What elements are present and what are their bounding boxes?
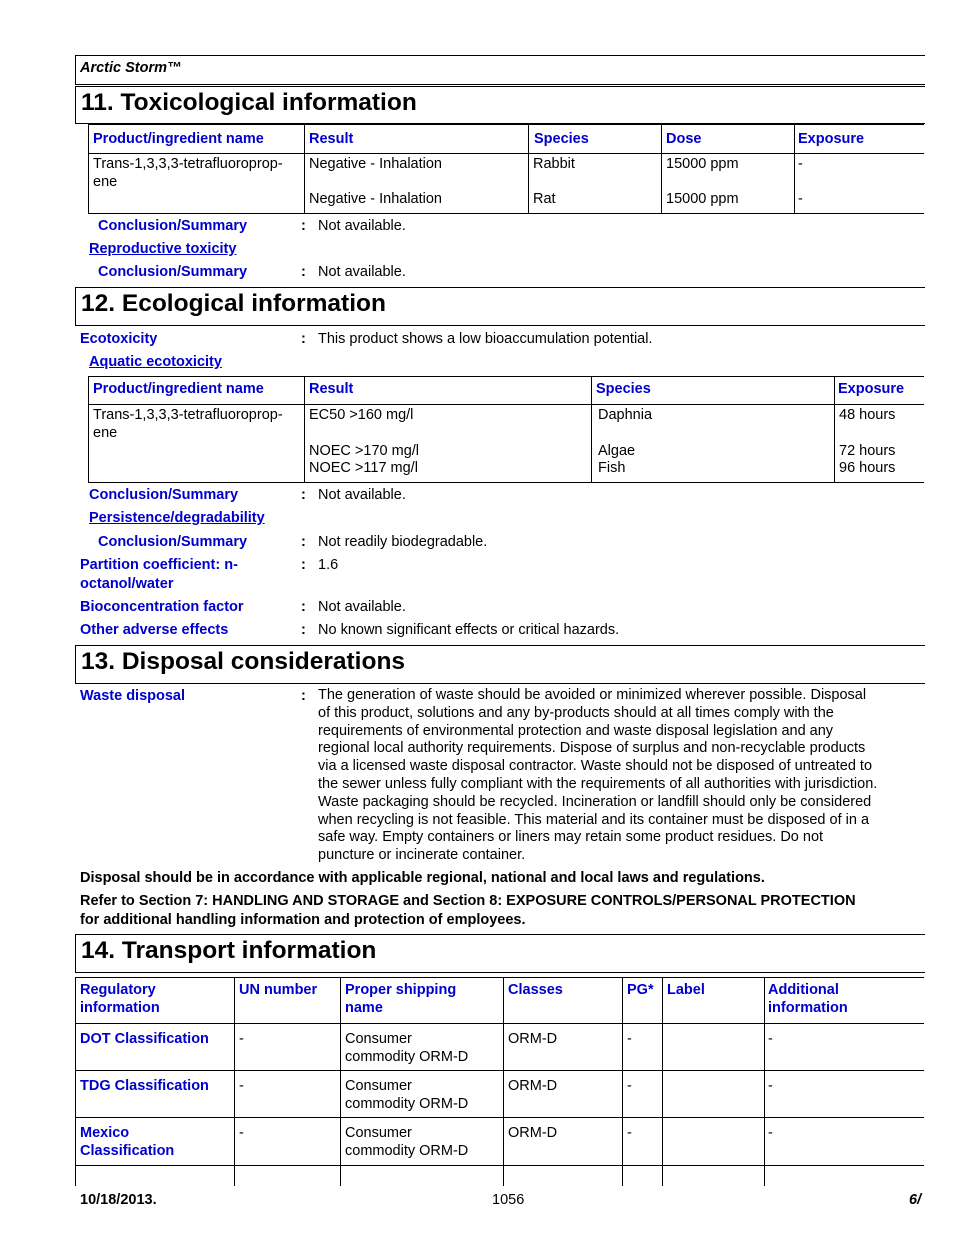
tox-header-product: Product/ingredient name — [93, 131, 264, 147]
persistence-degradability-link[interactable]: Persistence/degradability — [89, 510, 265, 526]
ecotoxicity-label: Ecotoxicity — [80, 331, 158, 347]
waste-line: when recycling is not feasible. This material and its container must be disposed of in a — [318, 811, 870, 828]
partition-coefficient-label-line1: Partition coefficient: n- — [80, 557, 238, 573]
document-header-box — [75, 55, 925, 85]
bioconcentration-label: Bioconcentration factor — [80, 599, 244, 615]
transport-row-tdg-un: - — [239, 1078, 244, 1094]
waste-line: the sewer unless fully compliant with the requirements of all authorities with jurisdiction. — [318, 775, 878, 792]
transport-header-un: UN number — [239, 982, 318, 998]
transport-row-dot-class: ORM-D — [508, 1031, 558, 1047]
s11-conclusion-label-1: Conclusion/Summary — [98, 218, 248, 234]
section-13-title: 13. Disposal considerations — [81, 648, 406, 675]
waste-line: safe way. Empty containers or liners may retain some product residues. Do not — [318, 829, 824, 846]
s12-conclusion-label-1: Conclusion/Summary — [89, 487, 239, 503]
colon: : — [301, 622, 306, 638]
eco-species-1: Daphnia — [598, 407, 653, 423]
eco-species-2: Algae — [598, 443, 636, 459]
waste-disposal-text — [318, 687, 923, 865]
tox-dose-2: 15000 ppm — [666, 191, 739, 207]
other-adverse-effects-value: No known significant effects or critical hazards. — [318, 622, 620, 638]
section-11-title: 11. Toxicological information — [81, 89, 417, 116]
s12-conclusion-label-2: Conclusion/Summary — [98, 534, 248, 550]
eco-product-name: Trans-1,3,3,3-tetrafluoroprop-ene — [93, 407, 283, 441]
transport-row-tdg-class: ORM-D — [508, 1078, 558, 1094]
waste-line: requirements of environmental protection and waste disposal legislation and any — [318, 722, 834, 739]
tox-exposure-1: - — [798, 156, 803, 172]
tox-result-2: Negative - Inhalation — [309, 191, 442, 207]
transport-header-shipping-name: Proper shipping name — [345, 982, 457, 1016]
transport-row-mexico-class: ORM-D — [508, 1125, 558, 1141]
tox-dose-1: 15000 ppm — [666, 156, 739, 172]
waste-line: of this product, solutions and any by-products should at all times comply with the — [318, 704, 834, 721]
transport-row-dot-additional: - — [768, 1031, 773, 1047]
transport-row-mexico-reg: Mexico Classification — [80, 1125, 175, 1159]
transport-header-additional: Additional information — [768, 982, 848, 1016]
waste-line: puncture or incinerate container. — [318, 847, 526, 864]
tox-product-name: Trans-1,3,3,3-tetrafluoroprop-ene — [93, 156, 283, 190]
footer-date: 10/18/2013. — [80, 1192, 157, 1208]
section-14-header — [75, 934, 925, 973]
transport-header-label: Label — [667, 982, 705, 998]
colon: : — [301, 218, 306, 234]
section-12-header — [75, 287, 925, 326]
reproductive-toxicity-link[interactable]: Reproductive toxicity — [89, 241, 237, 257]
footer-number: 1056 — [492, 1192, 525, 1208]
waste-line: regional local authority requirements. Dispose of surplus and non-recyclable products — [318, 740, 866, 757]
refer-note-line1: Refer to Section 7: HANDLING AND STORAGE and Section 8: EXPOSURE CONTROLS/PERSONAL PROTECTION — [80, 893, 856, 909]
aquatic-ecotoxicity-link[interactable]: Aquatic ecotoxicity — [89, 354, 222, 370]
eco-header-species: Species — [596, 381, 651, 397]
tox-result-1: Negative - Inhalation — [309, 156, 442, 172]
tox-species-1: Rabbit — [533, 156, 575, 172]
partition-coefficient-label-line2: octanol/water — [80, 576, 174, 592]
partition-coefficient-value: 1.6 — [318, 557, 339, 573]
transport-row-tdg-pg: - — [627, 1078, 632, 1094]
transport-row-tdg-reg: TDG Classification — [80, 1078, 209, 1094]
other-adverse-effects-label: Other adverse effects — [80, 622, 229, 638]
s11-conclusion-label-2: Conclusion/Summary — [98, 264, 248, 280]
disposal-note: Disposal should be in accordance with applicable regional, national and local laws and regulations. — [80, 870, 765, 886]
transport-row-mexico-name: Consumer commodity ORM-D — [345, 1125, 469, 1159]
transport-row-dot-reg: DOT Classification — [80, 1031, 209, 1047]
transport-row-mexico-pg: - — [627, 1125, 632, 1141]
eco-exposure-2: 72 hours — [839, 443, 896, 459]
eco-result-2: NOEC >170 mg/l — [309, 443, 420, 459]
transport-header-regulatory: Regulatory information — [80, 982, 160, 1016]
waste-line: Waste packaging should be recycled. Incineration or landfill should only be considered — [318, 793, 872, 810]
eco-exposure-3: 96 hours — [839, 460, 896, 476]
waste-line: The generation of waste should be avoided or minimized wherever possible. Disposal — [318, 687, 867, 703]
s11-conclusion-value-2: Not available. — [318, 264, 406, 280]
footer-page: 6/ — [909, 1192, 922, 1208]
section-11-header — [75, 86, 925, 124]
transport-header-pg: PG* — [627, 982, 654, 998]
product-name: Arctic Storm™ — [80, 60, 182, 76]
transport-row-tdg-name: Consumer commodity ORM-D — [345, 1078, 469, 1112]
section-12-title: 12. Ecological information — [81, 290, 386, 317]
eco-header-product: Product/ingredient name — [93, 381, 264, 397]
transport-header-classes: Classes — [508, 982, 563, 998]
waste-disposal-label: Waste disposal — [80, 688, 186, 704]
transport-row-dot-un: - — [239, 1031, 244, 1047]
transport-row-mexico-un: - — [239, 1125, 244, 1141]
section-13-header — [75, 645, 925, 684]
refer-note-line2: for additional handling information and protection of employees. — [80, 912, 526, 928]
transport-row-dot-name: Consumer commodity ORM-D — [345, 1031, 469, 1065]
bioconcentration-value: Not available. — [318, 599, 406, 615]
s12-conclusion-value-1: Not available. — [318, 487, 406, 503]
section-14-title: 14. Transport information — [81, 937, 377, 964]
tox-header-dose: Dose — [666, 131, 702, 147]
tox-header-exposure: Exposure — [798, 131, 865, 147]
eco-result-3: NOEC >117 mg/l — [309, 460, 418, 476]
eco-header-exposure: Exposure — [838, 381, 905, 397]
transport-row-dot-pg: - — [627, 1031, 632, 1047]
transport-row-tdg-additional: - — [768, 1078, 773, 1094]
transport-row-mexico-additional: - — [768, 1125, 773, 1141]
colon: : — [301, 534, 306, 550]
colon: : — [301, 487, 306, 503]
waste-line: via a licensed waste disposal contractor. Waste should not be disposed of untreated to — [318, 758, 873, 775]
tox-exposure-2: - — [798, 191, 803, 207]
colon: : — [301, 264, 306, 280]
ecotoxicity-value: This product shows a low bioaccumulation potential. — [318, 331, 653, 347]
eco-species-3: Fish — [598, 460, 626, 476]
colon: : — [301, 688, 306, 704]
colon: : — [301, 599, 306, 615]
tox-species-2: Rat — [533, 191, 556, 207]
s12-conclusion-value-2: Not readily biodegradable. — [318, 534, 488, 550]
eco-exposure-1: 48 hours — [839, 407, 896, 423]
s11-conclusion-value-1: Not available. — [318, 218, 406, 234]
eco-result-1: EC50 >160 mg/l — [309, 407, 414, 423]
colon: : — [301, 331, 306, 347]
eco-header-result: Result — [309, 381, 354, 397]
tox-header-species: Species — [534, 131, 589, 147]
colon: : — [301, 557, 306, 573]
tox-header-result: Result — [309, 131, 354, 147]
